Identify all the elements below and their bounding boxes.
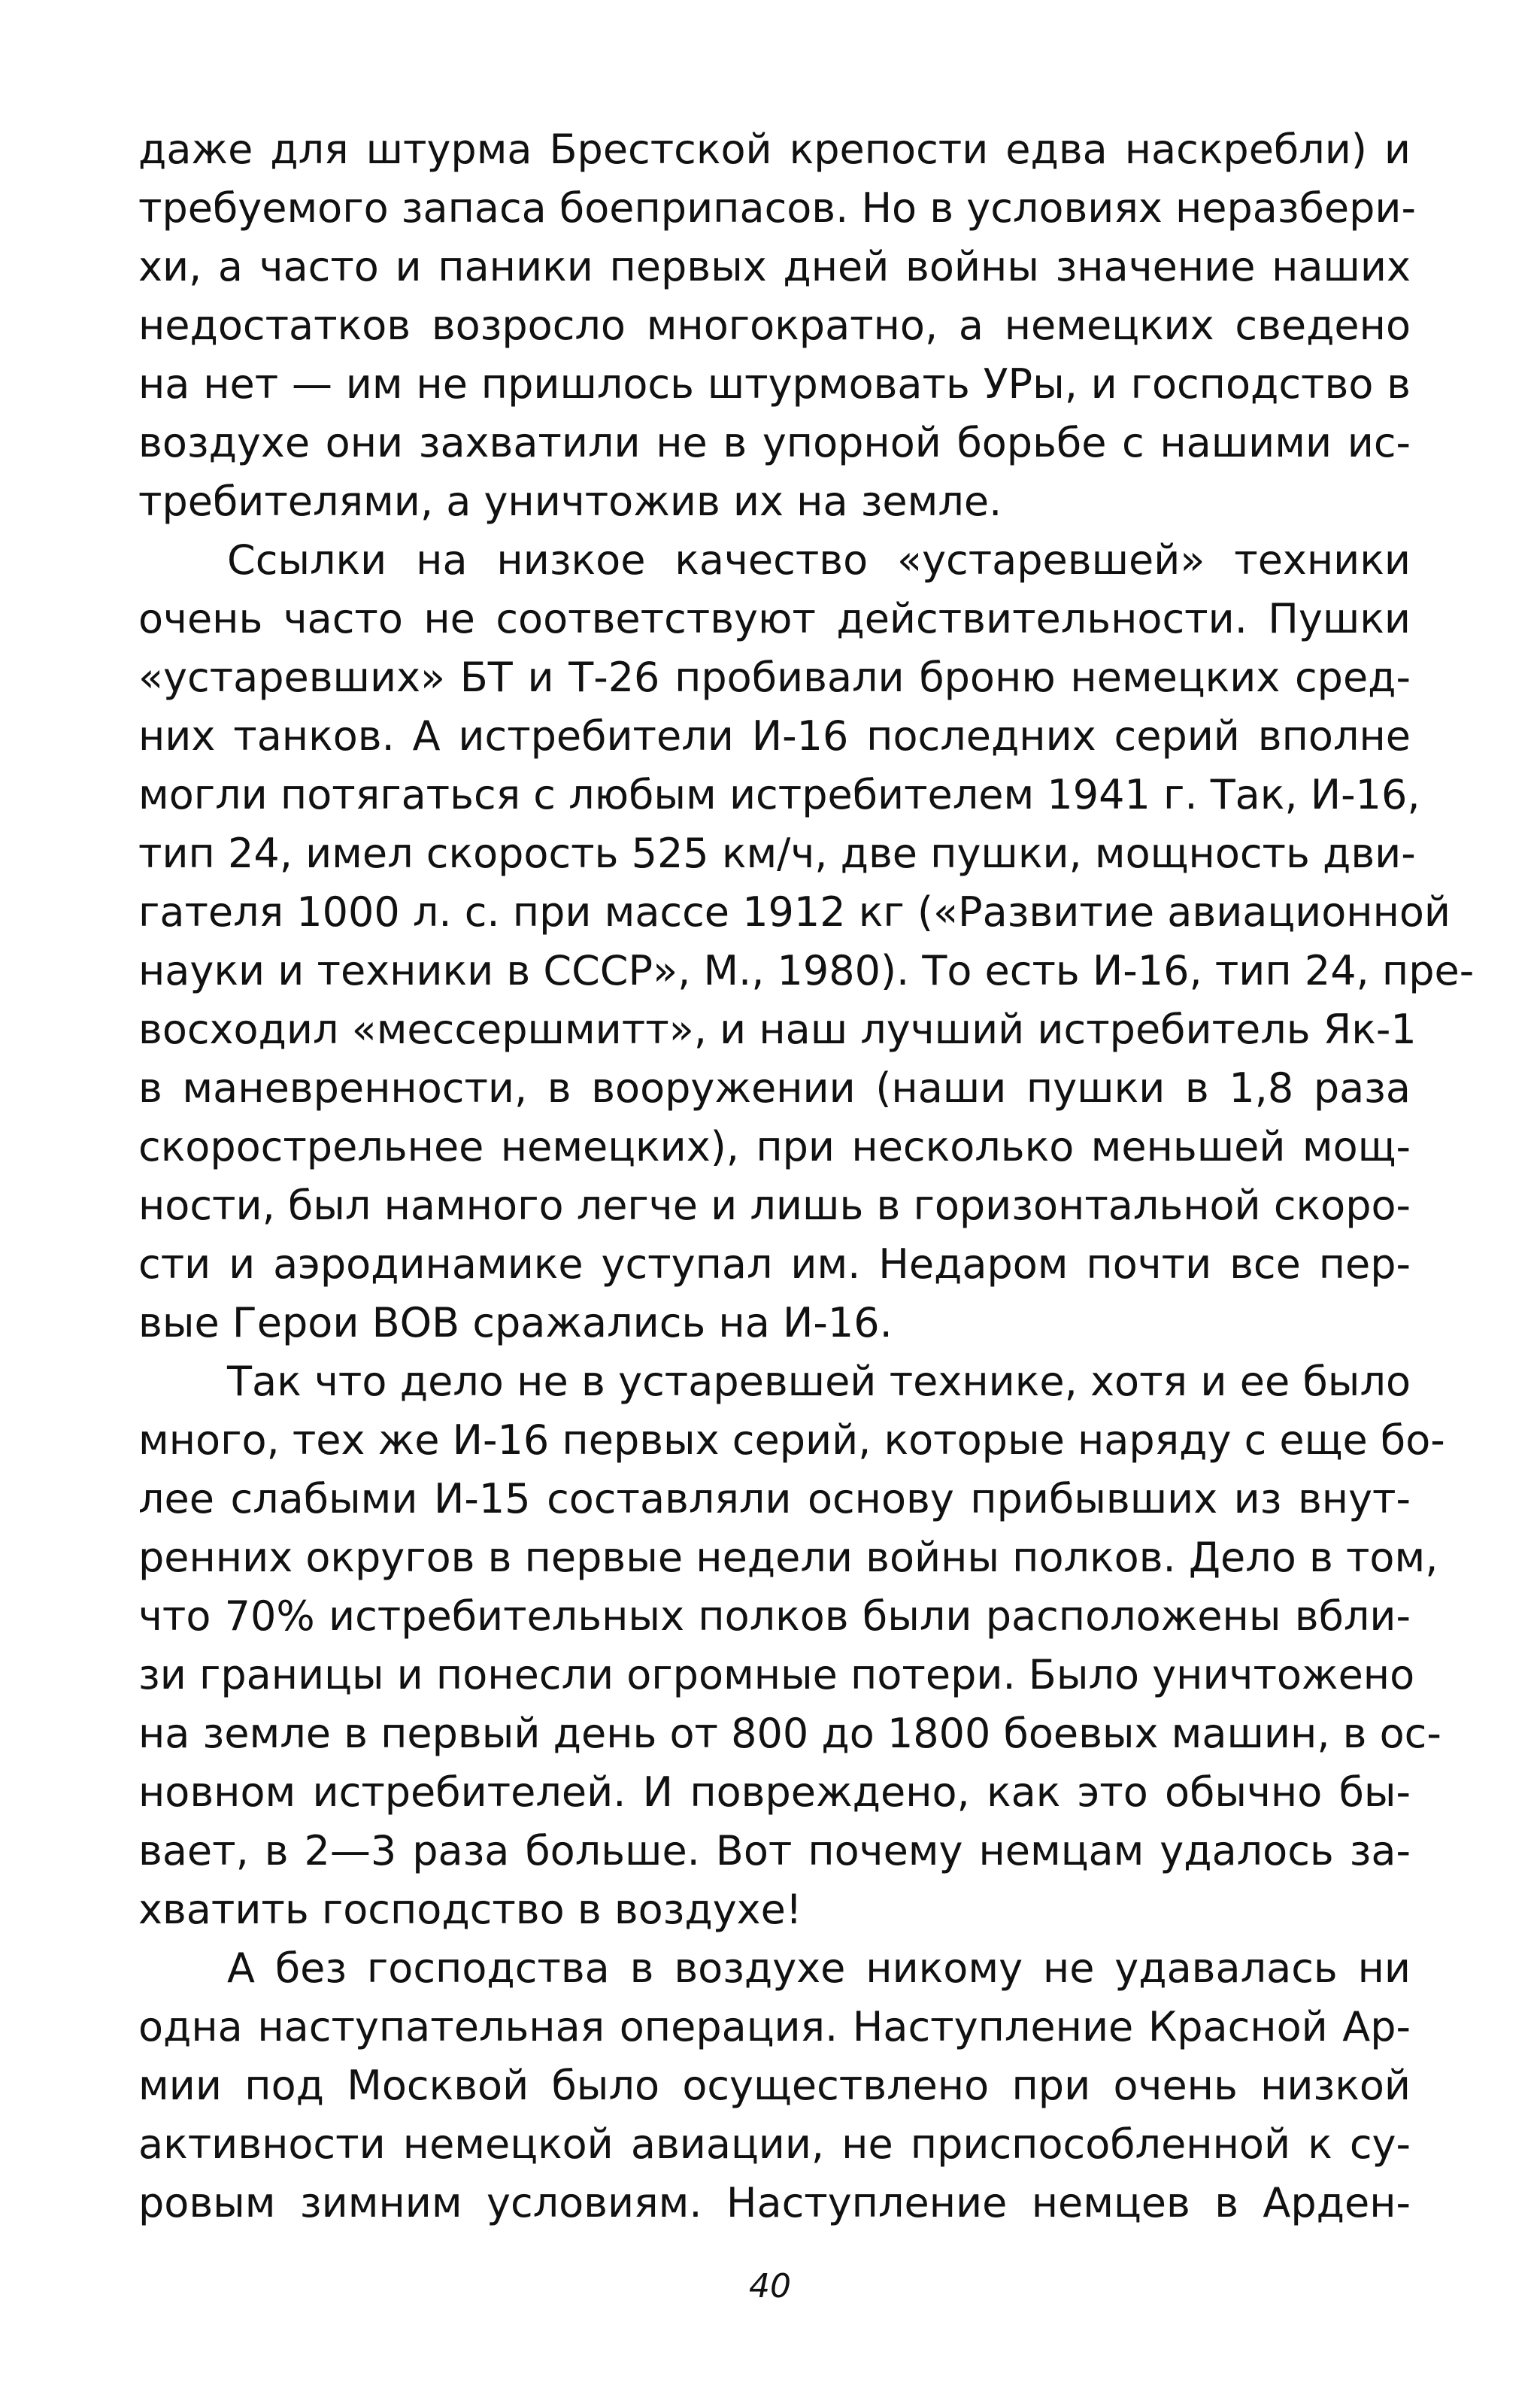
paragraph-first-line: Так что дело не в устаревшей технике, хотя и ее было — [227, 1358, 1411, 1405]
text-line: на нет — им не пришлось штурмовать УРы, и господство в — [138, 360, 1411, 408]
text-line: зи границы и понесли огромные потери. Было уничтожено — [138, 1651, 1415, 1698]
body-text — [138, 120, 1475, 2233]
text-line: гателя 1000 л. с. при массе 1912 кг («Развитие авиационной — [138, 888, 1451, 936]
text-line: хи, а часто и паники первых дней войны значение наших — [138, 243, 1411, 290]
text-line: ренних округов в первые недели войны полков. Дело в том, — [138, 1534, 1438, 1581]
text-line: ности, был намного легче и лишь в горизонтальной скоро- — [138, 1182, 1411, 1229]
text-line: очень часто не соответствуют действительности. Пушки — [138, 595, 1411, 642]
text-line: новном истребителей. И повреждено, как это обычно бы- — [138, 1768, 1411, 1816]
text-line: требуемого запаса боеприпасов. Но в условиях неразбери- — [138, 184, 1416, 232]
text-line: даже для штурма Брестской крепости едва наскребли) и — [138, 126, 1411, 173]
text-line: мии под Москвой было осуществлено при очень низкой — [138, 2062, 1411, 2109]
text-line: лее слабыми И-15 составляли основу прибывших из внут- — [138, 1475, 1411, 1522]
text-line: вает, в 2—3 раза больше. Вот почему немцам удалось за- — [138, 1827, 1411, 1874]
text-line: воздухе они захватили не в упорной борьбе с нашими ис- — [138, 419, 1411, 466]
text-line: недостатков возросло многократно, а немецких сведено — [138, 302, 1411, 349]
text-line: сти и аэродинамике уступал им. Недаром почти все пер- — [138, 1240, 1411, 1288]
text-line: науки и техники в СССР», М., 1980). То есть И-16, тип 24, пре- — [138, 947, 1475, 994]
text-line: в маневренности, в вооружении (наши пушки в 1,8 раза — [138, 1064, 1411, 1112]
text-line: что 70% истребительных полков были расположены вбли- — [138, 1592, 1411, 1640]
text-line: на земле в первый день от 800 до 1800 боевых машин, в ос- — [138, 1710, 1441, 1757]
paragraph-first-line: А без господства в воздухе никому не удавалась ни — [227, 1944, 1411, 1992]
text-line: одна наступательная операция. Наступление Красной Ар- — [138, 2003, 1411, 2050]
text-line: требителями, а уничтожив их на земле. — [138, 478, 1002, 525]
text-line: много, тех же И-16 первых серий, которые наряду с еще бо- — [138, 1416, 1445, 1464]
text-line: ровым зимним условиям. Наступление немцев в Арден- — [138, 2179, 1411, 2226]
text-line: «устаревших» БТ и Т-26 пробивали броню немецких сред- — [138, 654, 1411, 701]
text-line: активности немецкой авиации, не приспособленной к су- — [138, 2120, 1411, 2168]
text-line: скорострельнее немецких), при несколько меньшей мощ- — [138, 1123, 1411, 1170]
text-line: восходил «мессершмитт», и наш лучший истребитель Як-1 — [138, 1006, 1417, 1053]
page-number: 40 — [749, 2267, 791, 2305]
text-line: тип 24, имел скорость 525 км/ч, две пушки, мощность дви- — [138, 830, 1416, 877]
text-line: них танков. А истребители И-16 последних серий вполне — [138, 712, 1411, 760]
text-line: хватить господство в воздухе! — [138, 1886, 802, 1933]
paragraph-first-line: Ссылки на низкое качество «устаревшей» техники — [227, 536, 1411, 584]
text-line: вые Герои ВОВ сражались на И-16. — [138, 1299, 893, 1346]
text-line: могли потягаться с любым истребителем 1941 г. Так, И-16, — [138, 771, 1420, 818]
